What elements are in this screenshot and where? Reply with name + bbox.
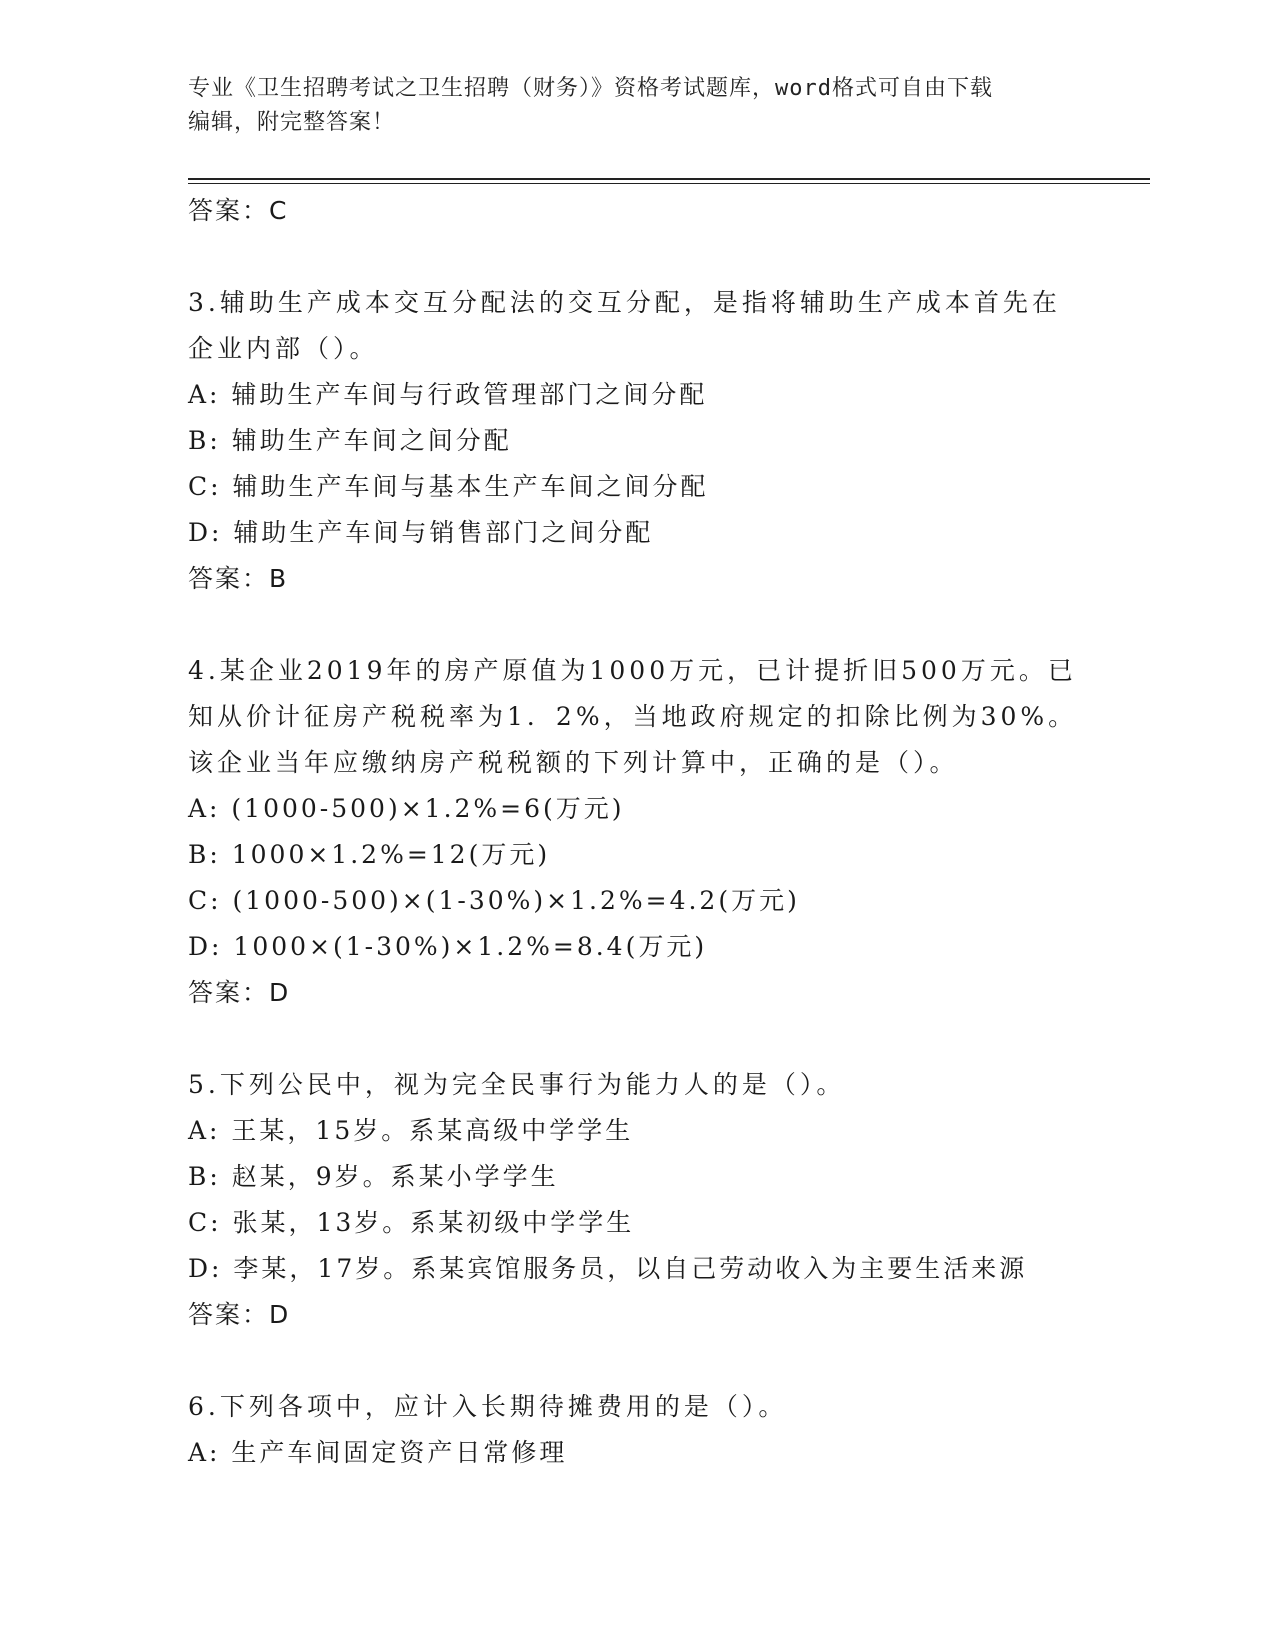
answer-line: 答案：B xyxy=(188,564,289,593)
question-text-line: 3.辅助生产成本交互分配法的交互分配，是指将辅助生产成本首先在 xyxy=(188,288,1061,317)
spacer xyxy=(188,1338,1088,1384)
header-divider-thick xyxy=(188,178,1150,180)
option-line: A: 王某，15岁。系某高级中学学生 xyxy=(188,1116,634,1145)
option-line: A: 生产车间固定资产日常修理 xyxy=(188,1438,568,1467)
header-divider-thin xyxy=(188,183,1150,184)
option-line: A: (1000-500)×1.2%=6(万元) xyxy=(188,794,625,823)
question-text-line: 4.某企业2019年的房产原值为1000万元，已计提折旧500万元。已 xyxy=(188,656,1077,685)
question-text-line: 5.下列公民中，视为完全民事行为能力人的是（）。 xyxy=(188,1070,846,1099)
question-text-line: 6.下列各项中，应计入长期待摊费用的是（）。 xyxy=(188,1392,788,1421)
answer-line: 答案：C xyxy=(188,196,289,225)
option-line: D: 辅助生产车间与销售部门之间分配 xyxy=(188,518,654,547)
question-text-line: 知从价计征房产税税率为1．2%，当地政府规定的扣除比例为30%。 xyxy=(188,702,1078,731)
question-text-line: 企业内部（）。 xyxy=(188,334,379,363)
option-line: B: 辅助生产车间之间分配 xyxy=(188,426,512,455)
option-line: C: 辅助生产车间与基本生产车间之间分配 xyxy=(188,472,709,501)
spacer xyxy=(188,1016,1088,1062)
spacer xyxy=(188,234,1088,280)
answer-line: 答案：D xyxy=(188,978,291,1007)
header-line-2: 编辑，附完整答案！ xyxy=(188,110,396,135)
option-line: D: 李某，17岁。系某宾馆服务员，以自己劳动收入为主要生活来源 xyxy=(188,1254,1028,1283)
header-line-1: 专业《卫生招聘考试之卫生招聘（财务）》资格考试题库，word格式可自由下载 xyxy=(188,76,993,101)
question-content xyxy=(188,188,1088,1476)
spacer xyxy=(188,602,1088,648)
question-text-line: 该企业当年应缴纳房产税税额的下列计算中，正确的是（）。 xyxy=(188,748,959,777)
option-line: B: 1000×1.2%=12(万元) xyxy=(188,840,551,869)
answer-line: 答案：D xyxy=(188,1300,291,1329)
option-line: B: 赵某，9岁。系某小学学生 xyxy=(188,1162,559,1191)
option-line: C: 张某，13岁。系某初级中学学生 xyxy=(188,1208,635,1237)
option-line: C: (1000-500)×(1-30%)×1.2%=4.2(万元) xyxy=(188,886,800,915)
option-line: A: 辅助生产车间与行政管理部门之间分配 xyxy=(188,380,708,409)
option-line: D: 1000×(1-30%)×1.2%=8.4(万元) xyxy=(188,932,708,961)
document-header xyxy=(188,72,1088,140)
